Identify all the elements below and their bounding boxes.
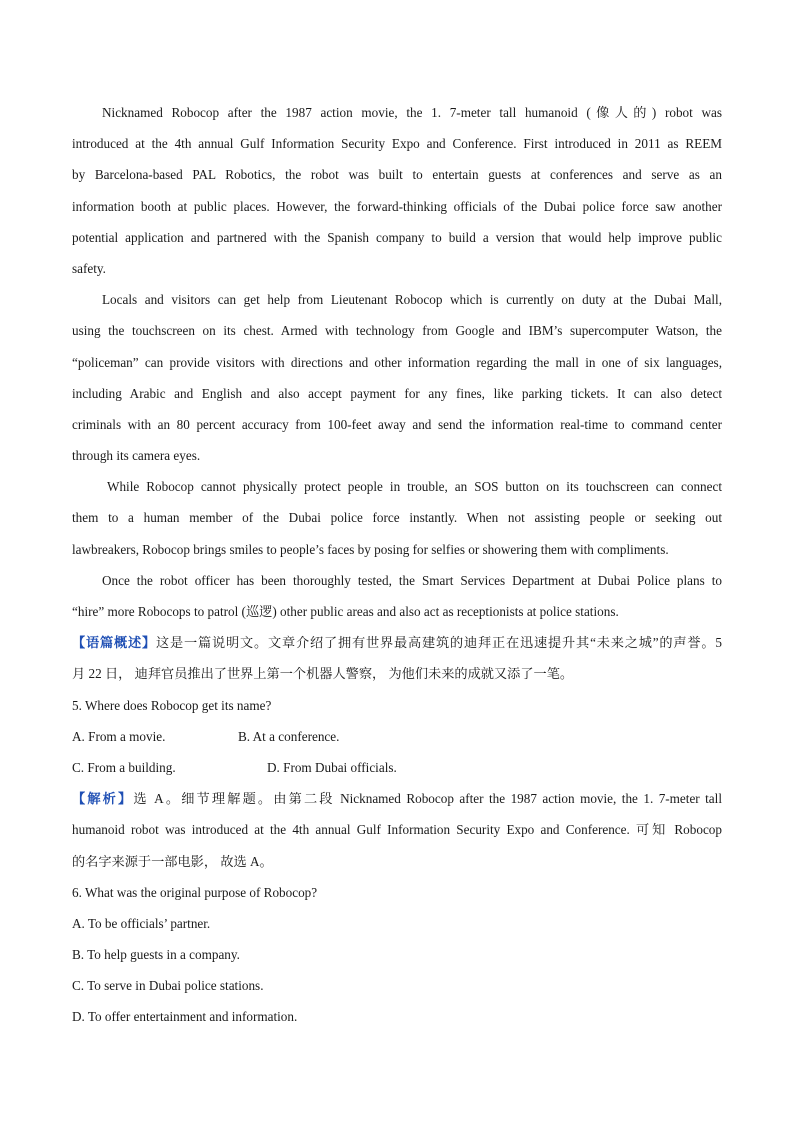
question-5: [72, 690, 722, 784]
text-line: Once the robot officer has been thoroughly tested, the Smart Services Department at Dubai Police plans to: [102, 572, 722, 588]
passage-paragraph-2: [72, 284, 722, 471]
option-b: B. To help guests in a company.: [72, 947, 240, 963]
passage-paragraph-3: [72, 471, 722, 565]
option-a: A. To be officials’ partner.: [72, 915, 211, 931]
text-line: [72, 627, 722, 658]
document-page: [72, 97, 722, 1033]
analysis-text: 选 A。细节理解题。由第二段 Nicknamed Robocop after the 1987 action movie, the 1. 7-meter tall: [133, 791, 722, 807]
analysis-tag: 【解析】: [72, 791, 134, 807]
text-line: using the touchscreen on its chest. Armed with technology from Google and IBM’s supercomputer Watson, the: [72, 323, 722, 339]
text-line: lawbreakers, Robocop brings smiles to people’s faces by posing for selfies or showering them with compliments.: [72, 541, 669, 557]
question-text: 5. Where does Robocop get its name?: [72, 697, 272, 713]
text-line: Locals and visitors can get help from Lieutenant Robocop which is currently on duty at the Dubai Mall,: [102, 292, 722, 308]
options-row: [72, 721, 722, 752]
option-b: B. At a conference.: [238, 728, 340, 744]
text-line: including Arabic and English and also accept payment for any fines, like parking tickets. It can also detect: [72, 385, 722, 401]
text-line: by Barcelona-based PAL Robotics, the robot was built to entertain guests at conferences and serve as an: [72, 167, 722, 183]
options-row: [72, 752, 722, 783]
summary-text: 这是一篇说明文。文章介绍了拥有世界最高建筑的迪拜正在迅速提升其“未来之城”的声誉。5: [156, 635, 722, 651]
text-line: safety.: [72, 260, 106, 276]
text-line: humanoid robot was introduced at the 4th annual Gulf Information Security Expo and Conference. 可知 Robocop: [72, 822, 722, 838]
text-line: “hire” more Robocops to patrol (巡逻) other public areas and also act as receptionists at police stations.: [72, 604, 619, 619]
passage-paragraph-1: [72, 97, 722, 284]
text-line: them to a human member of the Dubai police force instantly. When not assisting people or seeking out: [72, 510, 722, 526]
text-line: [72, 783, 722, 814]
text-line: information booth at public places. However, the forward-thinking officials of the Dubai police force saw another: [72, 198, 722, 214]
option-d: D. To offer entertainment and information.: [72, 1009, 298, 1025]
option-a: A. From a movie.: [72, 728, 166, 744]
text-line: While Robocop cannot physically protect people in trouble, an SOS button on its touchscreen can connect: [107, 479, 722, 495]
question-text: 6. What was the original purpose of Robocop?: [72, 884, 318, 900]
question-6: [72, 877, 722, 1033]
summary-section: [72, 627, 722, 689]
text-line: 月 22 日， 迪拜官员推出了世界上第一个机器人警察， 为他们未来的成就又添了一笔。: [72, 666, 574, 682]
text-line: criminals with an 80 percent accuracy from 100-feet away and send the information real-time to command center: [72, 416, 722, 432]
option-d: D. From Dubai officials.: [267, 759, 397, 775]
analysis-section: [72, 783, 722, 877]
passage-paragraph-4: [72, 565, 722, 627]
summary-tag: 【语篇概述】: [72, 635, 157, 651]
text-line: through its camera eyes.: [72, 448, 201, 464]
text-line: introduced at the 4th annual Gulf Information Security Expo and Conference. First introduced in 2011 as REEM: [72, 136, 722, 152]
text-line: 的名字来源于一部电影， 故选 A。: [72, 853, 273, 869]
option-c: C. To serve in Dubai police stations.: [72, 978, 264, 994]
option-c: C. From a building.: [72, 759, 176, 775]
text-line: “policeman” can provide visitors with directions and other information regarding the mall in one of six languages,: [72, 354, 722, 370]
text-line: Nicknamed Robocop after the 1987 action movie, the 1. 7-meter tall humanoid (像人的) robot was: [102, 105, 722, 120]
text-line: potential application and partnered with the Spanish company to build a version that would help improve public: [72, 229, 722, 245]
